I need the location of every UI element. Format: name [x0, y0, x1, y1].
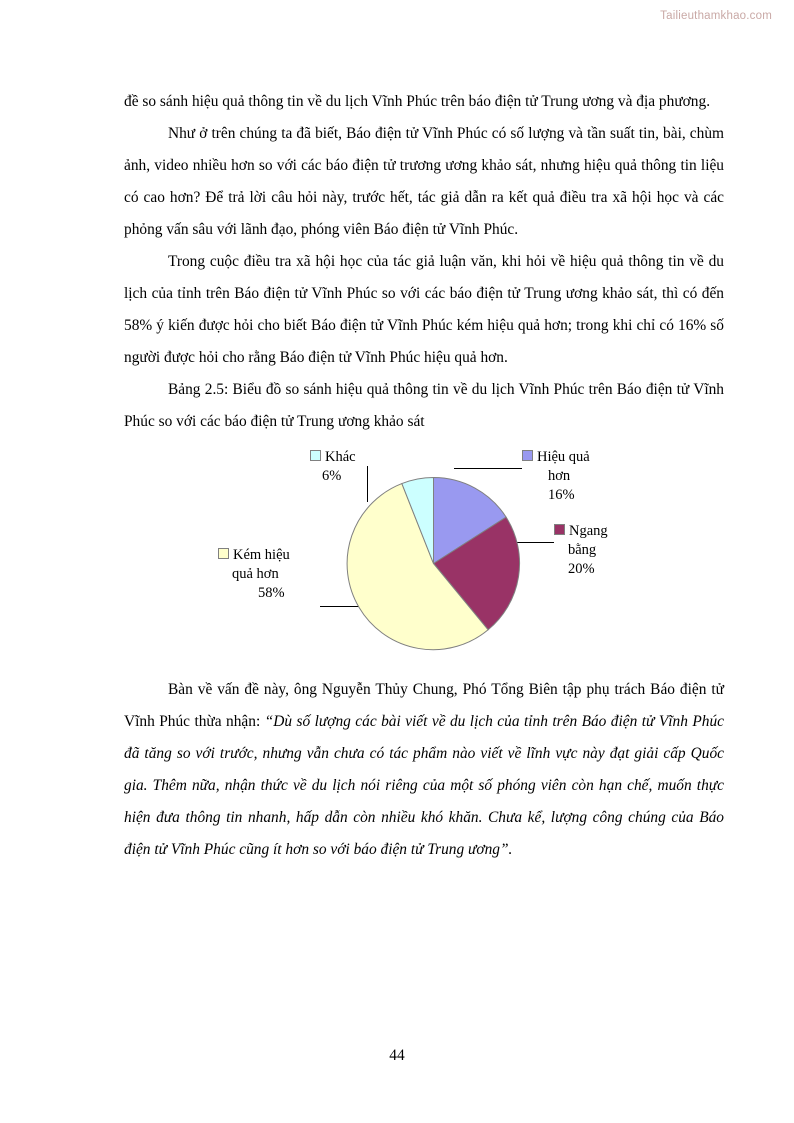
pie-label-kem-hieu-qua-hon: Kém hiệu quả hơn 58%: [218, 546, 290, 603]
legend-swatch-khac: [310, 450, 321, 461]
page-content: [124, 86, 724, 866]
pie-label-hieu-qua-hon: Hiệu quả hơn 16%: [522, 448, 590, 505]
paragraph-1: đề so sánh hiệu quả thông tin về du lịch Vĩnh Phúc trên báo điện tử Trung ương và địa phương.: [124, 93, 711, 110]
pie-value-hieu-qua-hon: 16%: [548, 487, 575, 503]
legend-swatch-ngang-bang: [554, 524, 565, 535]
pie-value-kem-hieu-qua-hon: 58%: [258, 585, 285, 601]
closing-quote: “Dù số lượng các bài viết về du lịch của tỉnh trên Báo điện tử Vĩnh Phúc đã tăng so với trước, nhưng vẫn chưa có tác phẩm nào viết về lĩnh vực này đạt giải cấp Quốc gia. Thêm nữa, nhận thức về du lịch nói riêng của một số phóng viên còn hạn chế, muốn thực hiện đưa thông tin nhanh, hấp dẫn còn nhiều khó khăn. Chưa kể, lượng công chúng của Báo điện tử Vĩnh Phúc cũng ít hơn so với báo điện tử Trung ương”.: [124, 713, 724, 858]
pie-graphic: [346, 476, 521, 651]
legend-swatch-hieu-qua-hon: [522, 450, 533, 461]
watermark-text: Tailieuthamkhao.com: [660, 10, 772, 22]
legend-swatch-kem-hieu-qua-hon: [218, 548, 229, 559]
pie-value-ngang-bang: 20%: [568, 561, 595, 577]
page-number: 44: [389, 1047, 405, 1064]
closing-lead: Bàn về vấn đề này, ông Nguyễn Thủy Chung, Phó Tổng Biên tập phụ trách Báo điện tử Vĩnh Phúc thừa nhận:: [124, 681, 724, 730]
closing-paragraph: [124, 674, 724, 866]
pie-svg: [346, 476, 521, 651]
pie-label-khac: Khác 6%: [310, 448, 356, 486]
paragraph-2: Như ở trên chúng ta đã biết, Báo điện tử Vĩnh Phúc có số lượng và tần suất tin, bài, chùm ảnh, video nhiều hơn so với các báo điện tử trương ương khảo sát, nhưng hiệu quả thông tin liệu có cao hơn? Để trả lời câu hỏi này, trước hết, tác giả dẫn ra kết quả điều tra xã hội học và các phỏng vấn sâu với lãnh đạo, phóng viên Báo điện tử Vĩnh Phúc.: [124, 125, 724, 238]
pie-label-ngang-bang: Ngang bằng 20%: [554, 522, 608, 579]
figure-caption: Bảng 2.5: Biểu đồ so sánh hiệu quả thông tin về du lịch Vĩnh Phúc trên Báo điện tử Vĩnh Phúc so với các báo điện tử Trung ương khảo sát: [124, 381, 724, 430]
paragraph-3: Trong cuộc điều tra xã hội học của tác giả luận văn, khi hỏi về hiệu quả thông tin về du lịch của tỉnh trên Báo điện tử Vĩnh Phúc so với các báo điện tử Trung ương khảo sát, thì có đến 58% ý kiến được hỏi cho biết Báo điện tử Vĩnh Phúc kém hiệu quả hơn; trong khi chỉ có 16% số người được hỏi cho rằng Báo điện tử Vĩnh Phúc hiệu quả hơn.: [124, 253, 724, 366]
leader-line-hieu-qua-hon: [454, 468, 522, 469]
pie-value-khac: 6%: [322, 468, 342, 484]
pie-chart: [124, 446, 724, 674]
